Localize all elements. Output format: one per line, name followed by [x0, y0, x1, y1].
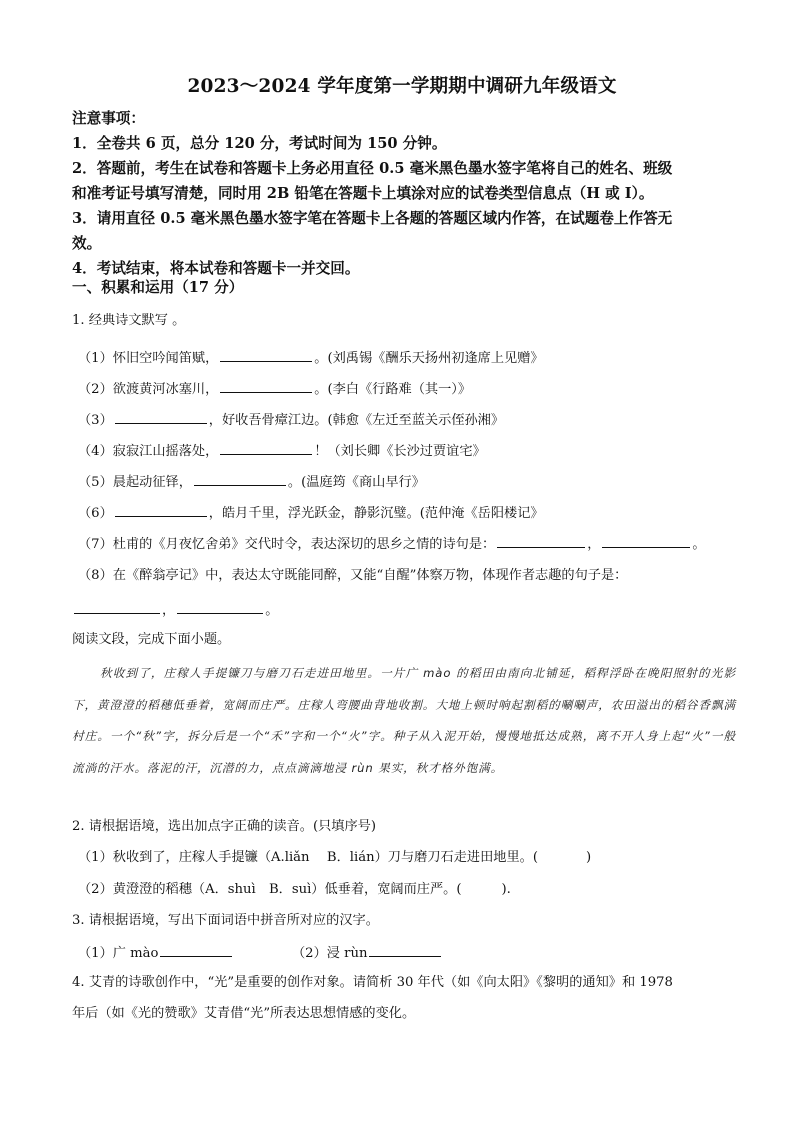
item-text: （7）杜甫的《月夜忆舍弟》交代时令，表达深切的思乡之情的诗句是： [78, 537, 496, 552]
question-1-stem: 1. 经典诗文默写 。 [72, 313, 186, 328]
question-1-item-1 [78, 347, 544, 369]
item-text: ！（刘长卿《长沙过贾谊宅》 [314, 444, 486, 459]
reading-passage: 秋收到了，庄稼人手提镰刀与磨刀石走进田地里。一片广 mào 的稻田由南向北铺延，稻稈浮卧在晚阳照射的光影下，黄澄澄的稻穗低垂着，宽阔而庄严。庄稼人弯腰曲背地收割。大地上顿时响起割稻的唰唰声，农田溢出的稻谷香飘满村庄。一个“秋”字，拆分后是一个“禾”字和一个“火”字。种子从入泥开始，慢慢地抵达成熟，离不开人身上起“火”一般流淌的汗水。落泥的汗，沉潜的力，点点滴滴地浸 rùn 果实，秋才格外饱满。 [72, 666, 736, 775]
question-3-item-1 [78, 942, 234, 964]
item-text: 。 [265, 603, 279, 618]
reading-intro: 阅读文段，完成下面小题。 [72, 632, 231, 647]
note-line: 1．全卷共 6 页，总分 120 分，考试时间为 150 分钟。 [72, 135, 447, 152]
answer-blank[interactable] [220, 378, 312, 393]
item-text: （1）广 mào [78, 946, 159, 961]
item-text: （1）秋收到了，庄稼人手提镰（A.liǎn B．lián）刀与磨刀石走进田地里。( [78, 850, 538, 865]
answer-blank[interactable] [369, 942, 441, 957]
question-1-item-8-answers [72, 599, 278, 621]
answer-blank[interactable] [220, 347, 312, 362]
notes-block [72, 106, 732, 281]
item-text: ，好收吾骨瘴江边。(韩愈《左迁至蓝关示侄孙湘》 [208, 413, 505, 428]
item-text: （2）黄澄澄的稻穗（A．shuì B．suì）低垂着，宽阔而庄严。( [78, 882, 462, 897]
question-4-line: 年后（如《光的赞歌》艾青借“光”所表达思想情感的变化。 [72, 1006, 416, 1021]
answer-blank[interactable] [220, 440, 312, 455]
question-1-item-8 [78, 566, 627, 586]
item-text: （6） [78, 506, 113, 521]
item-text: 。 [692, 537, 706, 552]
note-line: 4．考试结束，将本试卷和答题卡一并交回。 [72, 260, 360, 277]
question-1-item-5 [78, 471, 425, 493]
item-text: ) [585, 850, 592, 865]
question-3-item-2 [292, 942, 443, 964]
question-4-line: 4. 艾青的诗歌创作中，“光”是重要的创作对象。请简析 30 年代（如《向太阳》《黎明的通知》和 1978 [72, 975, 673, 990]
notes-heading: 注意事项： [72, 110, 145, 127]
section-heading: 一、积累和运用（17 分） [72, 279, 244, 296]
question-1-item-3 [78, 409, 504, 431]
note-line: 2．答题前，考生在试卷和答题卡上务必用直径 0.5 毫米黑色墨水签字笔将自己的姓名、班级 [72, 160, 673, 177]
answer-blank[interactable] [115, 409, 207, 424]
answer-blank[interactable] [160, 942, 232, 957]
question-2-item-1 [78, 848, 591, 868]
item-text: （8）在《醉翁亭记》中，表达太守既能同醉，又能“自醒”体察万物，体现作者志趣的句子是： [78, 568, 628, 583]
item-text: ，皓月千里，浮光跃金，静影沉璧。(范仲淹《岳阳楼记》 [208, 506, 544, 521]
question-1-item-7 [78, 533, 706, 555]
note-line: 3．请用直径 0.5 毫米黑色墨水签字笔在答题卡上各题的答题区域内作答，在试题卷上作答无 [72, 210, 673, 227]
note-line: 效。 [72, 235, 102, 252]
page-title: 2023～2024 学年度第一学期期中调研九年级语文 [187, 76, 617, 97]
question-2-stem: 2. 请根据语境，选出加点字正确的读音。(只填序号) [72, 819, 376, 834]
answer-blank[interactable] [497, 533, 585, 548]
answer-blank[interactable] [115, 502, 207, 517]
item-text: （1）怀旧空吟闻笛赋， [78, 351, 219, 366]
question-3-stem: 3. 请根据语境，写出下面词语中拼音所对应的汉字。 [72, 913, 379, 928]
question-1-item-2 [78, 378, 471, 400]
item-text: ， [587, 537, 601, 552]
answer-blank[interactable] [74, 599, 160, 614]
item-text: （2）浸 rùn [292, 946, 368, 961]
item-text: （5）晨起动征铎， [78, 475, 192, 490]
question-1-item-4 [78, 440, 486, 462]
answer-blank[interactable] [602, 533, 690, 548]
answer-blank[interactable] [177, 599, 263, 614]
answer-blank[interactable] [194, 471, 286, 486]
item-text: （3） [78, 413, 113, 428]
item-text: 。(刘禹锡《酬乐天扬州初逢席上见赠》 [314, 351, 544, 366]
question-1-item-6 [78, 502, 544, 524]
item-text: （4）寂寂江山摇落处， [78, 444, 219, 459]
item-text: 。(温庭筠《商山早行》 [287, 475, 425, 490]
item-text: 。(李白《行路难（其一）》 [314, 382, 472, 397]
question-2-item-2 [78, 880, 511, 900]
item-text: ， [162, 603, 176, 618]
item-text: ). [501, 882, 511, 897]
note-line: 和准考证号填写清楚，同时用 2B 铅笔在答题卡上填涂对应的试卷类型信息点（H 或 I）。 [72, 185, 654, 202]
item-text: （2）欲渡黄河冰塞川， [78, 382, 219, 397]
